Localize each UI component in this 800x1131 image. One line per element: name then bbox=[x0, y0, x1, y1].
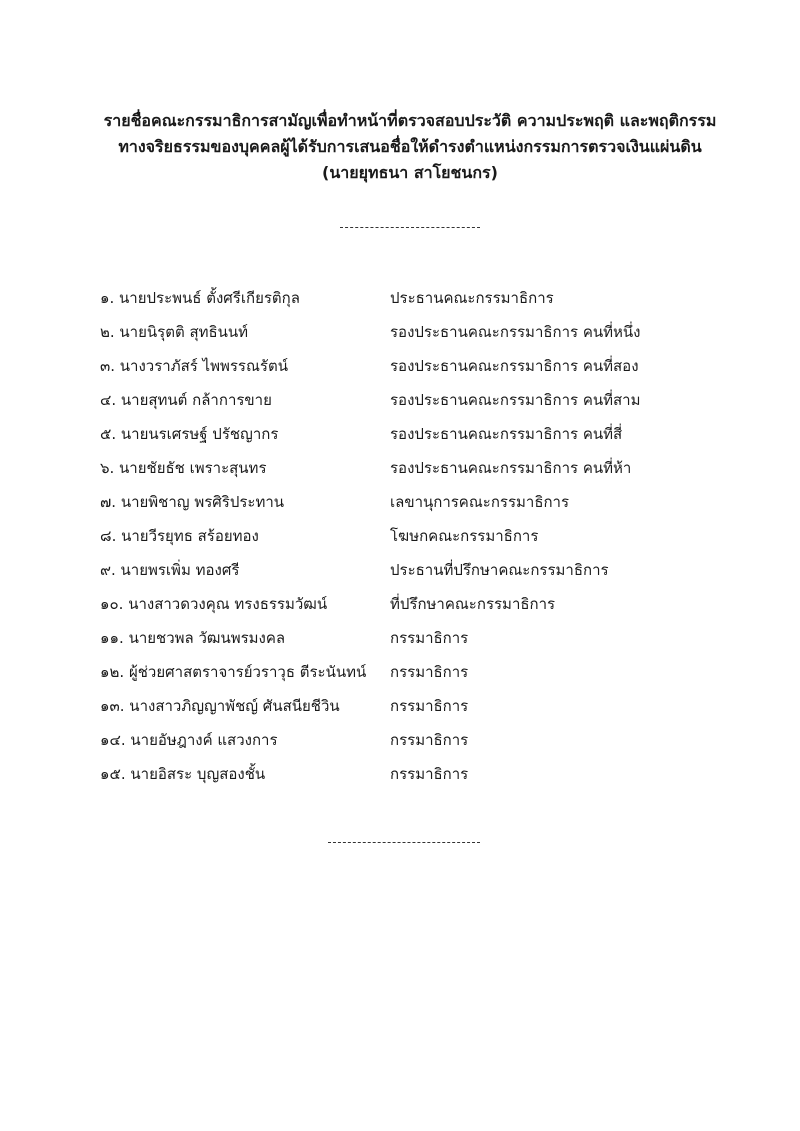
member-name: ๒. นายนิรุตติ สุทธินนท์ bbox=[100, 323, 249, 341]
member-row bbox=[100, 660, 720, 694]
member-name: ๑๐. นางสาวดวงคุณ ทรงธรรมวัฒน์ bbox=[100, 595, 328, 613]
document-title bbox=[60, 108, 760, 186]
title-line-2: ทางจริยธรรมของบุคคลผู้ได้รับการเสนอชื่อให้ดำรงตำแหน่งกรรมการตรวจเงินแผ่นดิน bbox=[118, 137, 702, 156]
member-name: ๘. นายวีรยุทธ สร้อยทอง bbox=[100, 527, 259, 545]
member-row bbox=[100, 320, 720, 354]
member-role: โฆษกคณะกรรมาธิการ bbox=[390, 527, 539, 545]
member-role: รองประธานคณะกรรมาธิการ คนที่ห้า bbox=[390, 459, 632, 477]
member-row bbox=[100, 592, 720, 626]
divider-bottom bbox=[328, 842, 480, 843]
member-row bbox=[100, 694, 720, 728]
member-row bbox=[100, 524, 720, 558]
title-line-1: รายชื่อคณะกรรมาธิการสามัญเพื่อทำหน้าที่ตรวจสอบประวัติ ความประพฤติ และพฤติกรรม bbox=[103, 111, 717, 130]
member-row bbox=[100, 388, 720, 422]
member-role: รองประธานคณะกรรมาธิการ คนที่สี่ bbox=[390, 425, 623, 443]
member-name: ๑๒. ผู้ช่วยศาสตราจารย์วราวุธ ตีระนันทน์ bbox=[100, 663, 367, 681]
member-row bbox=[100, 728, 720, 762]
member-role: รองประธานคณะกรรมาธิการ คนที่หนึ่ง bbox=[390, 323, 641, 341]
member-name: ๑๕. นายอิสระ บุญสองชั้น bbox=[100, 765, 266, 783]
member-role: กรรมาธิการ bbox=[390, 731, 469, 749]
member-name: ๑๑. นายชวพล วัฒนพรมงคล bbox=[100, 629, 286, 647]
member-role: รองประธานคณะกรรมาธิการ คนที่สาม bbox=[390, 391, 641, 409]
member-row bbox=[100, 626, 720, 660]
member-row bbox=[100, 762, 720, 796]
member-row bbox=[100, 422, 720, 456]
member-role: กรรมาธิการ bbox=[390, 697, 469, 715]
member-row bbox=[100, 558, 720, 592]
divider-top bbox=[340, 227, 480, 228]
member-role: กรรมาธิการ bbox=[390, 629, 469, 647]
member-name: ๑๔. นายอัษฎางค์ แสวงการ bbox=[100, 731, 278, 749]
member-row bbox=[100, 456, 720, 490]
member-name: ๖. นายชัยธัช เพราะสุนทร bbox=[100, 459, 267, 477]
member-list bbox=[100, 286, 720, 796]
member-name: ๙. นายพรเพิ่ม ทองศรี bbox=[100, 561, 240, 579]
member-role: กรรมาธิการ bbox=[390, 765, 469, 783]
member-row bbox=[100, 286, 720, 320]
member-row bbox=[100, 490, 720, 524]
member-role: รองประธานคณะกรรมาธิการ คนที่สอง bbox=[390, 357, 639, 375]
member-name: ๕. นายนรเศรษฐ์ ปรัชญากร bbox=[100, 425, 279, 443]
member-role: ประธานคณะกรรมาธิการ bbox=[390, 289, 554, 307]
member-name: ๓. นางวราภัสร์ ไพพรรณรัตน์ bbox=[100, 357, 288, 375]
title-line-3: (นายยุทธนา สาโยชนกร) bbox=[322, 163, 498, 182]
member-name: ๔. นายสุทนต์ กล้าการขาย bbox=[100, 391, 272, 409]
member-role: กรรมาธิการ bbox=[390, 663, 469, 681]
member-role: ที่ปรึกษาคณะกรรมาธิการ bbox=[390, 595, 556, 613]
member-name: ๑. นายประพนธ์ ตั้งศรีเกียรติกุล bbox=[100, 289, 300, 307]
member-name: ๗. นายพิชาญ พรศิริประทาน bbox=[100, 493, 285, 511]
member-role: ประธานที่ปรึกษาคณะกรรมาธิการ bbox=[390, 561, 609, 579]
member-row bbox=[100, 354, 720, 388]
member-name: ๑๓. นางสาวภิญญาพัชญ์ ศันสนียชีวิน bbox=[100, 697, 340, 715]
member-role: เลขานุการคณะกรรมาธิการ bbox=[390, 493, 570, 511]
